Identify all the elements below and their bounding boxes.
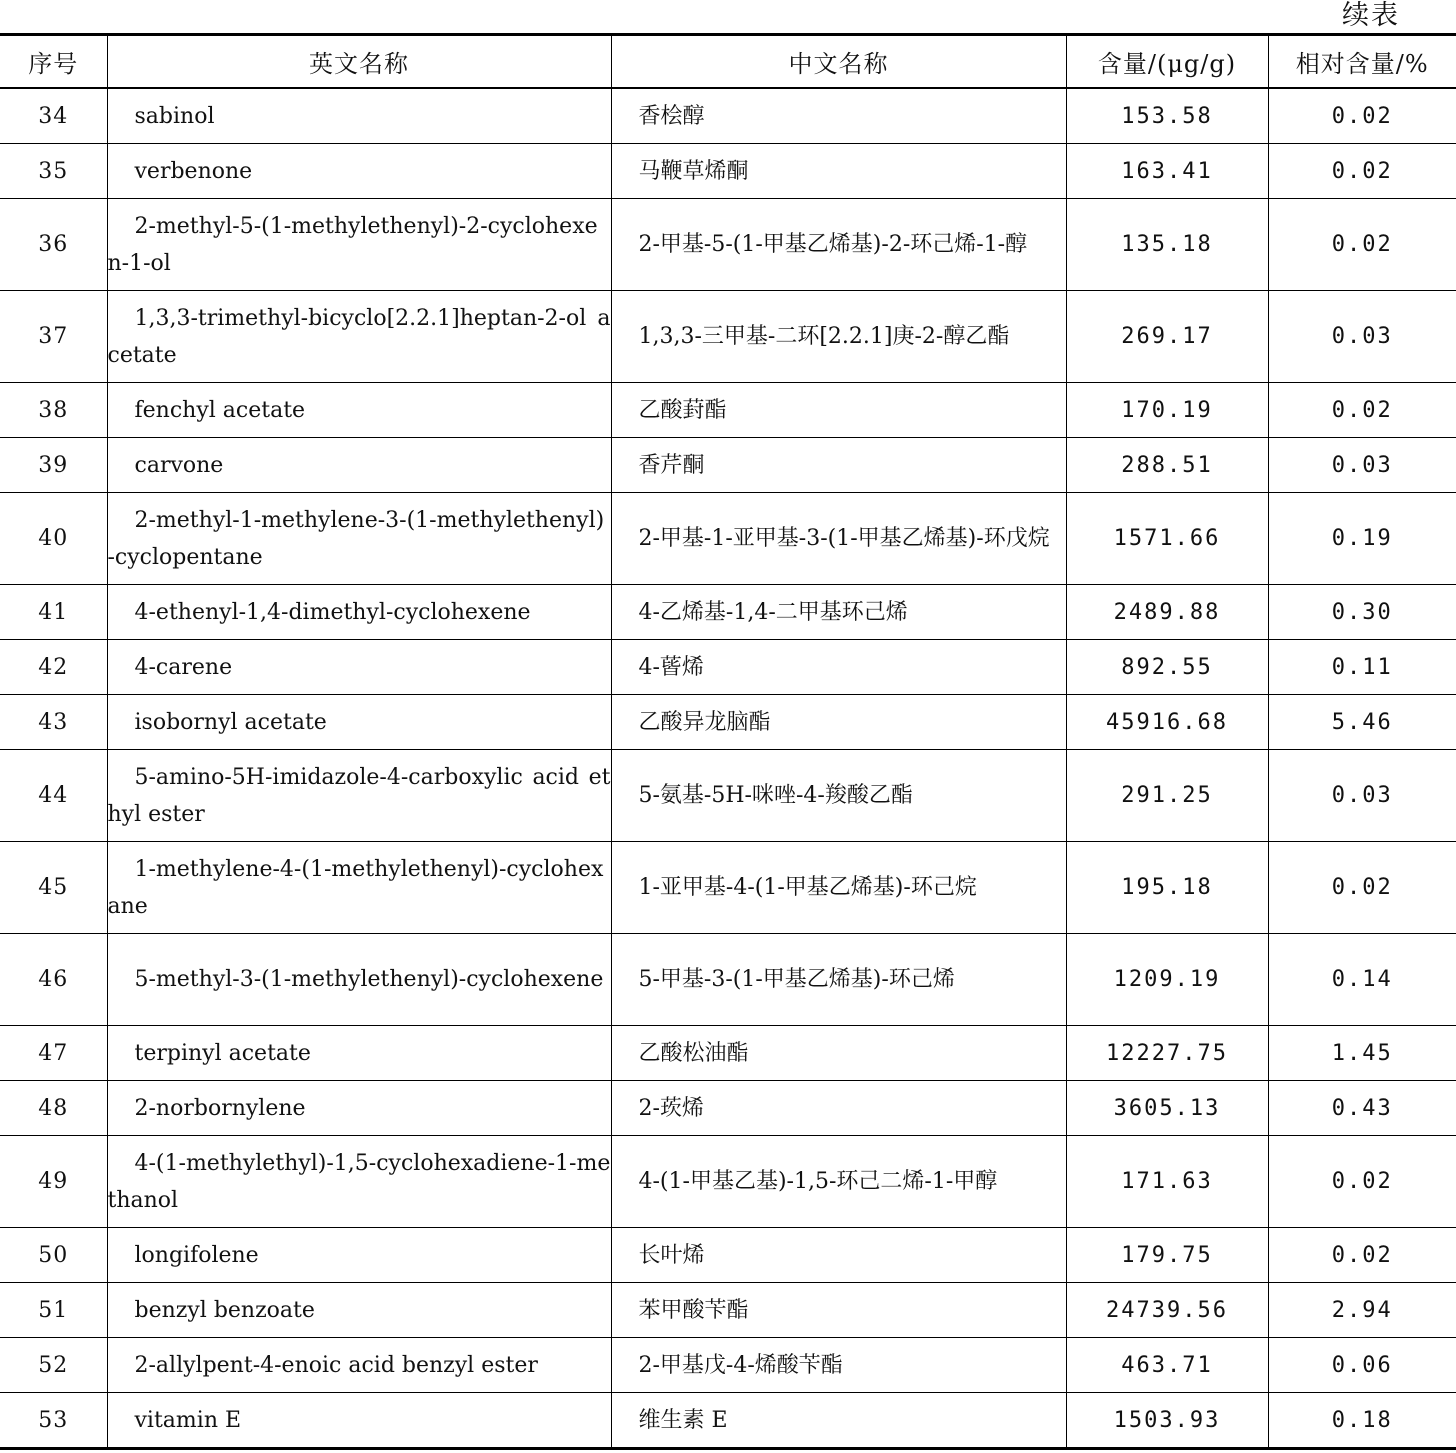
cell-relative-content: 0.03 <box>1268 438 1456 493</box>
table-row <box>0 750 1456 842</box>
cell-chinese-name: 马鞭草烯酮 <box>611 144 1066 199</box>
cell-relative-content: 0.11 <box>1268 640 1456 695</box>
cell-english-name: sabinol <box>107 88 611 144</box>
cell-chinese-name: 维生素 E <box>611 1393 1066 1449</box>
cell-chinese-name: 4-乙烯基-1,4-二甲基环己烯 <box>611 585 1066 640</box>
cell-english-name: 4-(1-methylethyl)-1,5-cyclohexadiene-1-methanol <box>107 1136 611 1228</box>
table-row <box>0 842 1456 934</box>
table-row <box>0 1393 1456 1449</box>
cell-content: 291.25 <box>1066 750 1268 842</box>
table-row <box>0 1283 1456 1338</box>
cell-no: 51 <box>0 1283 107 1338</box>
cell-relative-content: 0.03 <box>1268 750 1456 842</box>
cell-english-name: isobornyl acetate <box>107 695 611 750</box>
cell-english-name: 4-ethenyl-1,4-dimethyl-cyclohexene <box>107 585 611 640</box>
cell-no: 35 <box>0 144 107 199</box>
table-row <box>0 144 1456 199</box>
cell-no: 39 <box>0 438 107 493</box>
cell-chinese-name: 乙酸异龙脑酯 <box>611 695 1066 750</box>
cell-english-name: 5-amino-5H-imidazole-4-carboxylic acid ethyl ester <box>107 750 611 842</box>
cell-content: 179.75 <box>1066 1228 1268 1283</box>
table-row <box>0 1338 1456 1393</box>
cell-content: 3605.13 <box>1066 1081 1268 1136</box>
cell-no: 47 <box>0 1026 107 1081</box>
cell-relative-content: 0.30 <box>1268 585 1456 640</box>
cell-content: 45916.68 <box>1066 695 1268 750</box>
cell-relative-content: 0.06 <box>1268 1338 1456 1393</box>
header-relative-content: 相对含量/% <box>1268 35 1456 89</box>
cell-no: 43 <box>0 695 107 750</box>
cell-relative-content: 0.02 <box>1268 383 1456 438</box>
cell-no: 44 <box>0 750 107 842</box>
cell-content: 163.41 <box>1066 144 1268 199</box>
cell-chinese-name: 2-甲基戊-4-烯酸苄酯 <box>611 1338 1066 1393</box>
table-row <box>0 1228 1456 1283</box>
cell-relative-content: 0.03 <box>1268 291 1456 383</box>
table-row <box>0 934 1456 1026</box>
cell-chinese-name: 乙酸松油酯 <box>611 1026 1066 1081</box>
cell-content: 153.58 <box>1066 88 1268 144</box>
cell-chinese-name: 2-莰烯 <box>611 1081 1066 1136</box>
cell-chinese-name: 5-甲基-3-(1-甲基乙烯基)-环己烯 <box>611 934 1066 1026</box>
cell-content: 24739.56 <box>1066 1283 1268 1338</box>
cell-no: 45 <box>0 842 107 934</box>
cell-content: 1571.66 <box>1066 493 1268 585</box>
cell-english-name: verbenone <box>107 144 611 199</box>
cell-relative-content: 0.14 <box>1268 934 1456 1026</box>
cell-relative-content: 0.43 <box>1268 1081 1456 1136</box>
cell-chinese-name: 1,3,3-三甲基-二环[2.2.1]庚-2-醇乙酯 <box>611 291 1066 383</box>
cell-relative-content: 0.02 <box>1268 144 1456 199</box>
cell-relative-content: 0.02 <box>1268 1228 1456 1283</box>
cell-relative-content: 0.02 <box>1268 842 1456 934</box>
table-row <box>0 88 1456 144</box>
table-row <box>0 291 1456 383</box>
cell-english-name: 1,3,3-trimethyl-bicyclo[2.2.1]heptan-2-ol acetate <box>107 291 611 383</box>
cell-english-name: 2-methyl-5-(1-methylethenyl)-2-cyclohexen-1-ol <box>107 199 611 291</box>
cell-no: 49 <box>0 1136 107 1228</box>
table-header-row <box>0 35 1456 89</box>
cell-english-name: terpinyl acetate <box>107 1026 611 1081</box>
cell-english-name: 2-allylpent-4-enoic acid benzyl ester <box>107 1338 611 1393</box>
table-row <box>0 493 1456 585</box>
cell-chinese-name: 4-蒈烯 <box>611 640 1066 695</box>
cell-content: 12227.75 <box>1066 1026 1268 1081</box>
cell-content: 171.63 <box>1066 1136 1268 1228</box>
cell-chinese-name: 乙酸葑酯 <box>611 383 1066 438</box>
table-row <box>0 438 1456 493</box>
cell-content: 135.18 <box>1066 199 1268 291</box>
cell-chinese-name: 苯甲酸苄酯 <box>611 1283 1066 1338</box>
cell-content: 170.19 <box>1066 383 1268 438</box>
cell-relative-content: 1.45 <box>1268 1026 1456 1081</box>
cell-relative-content: 0.18 <box>1268 1393 1456 1449</box>
table-row <box>0 1081 1456 1136</box>
cell-chinese-name: 5-氨基-5H-咪唑-4-羧酸乙酯 <box>611 750 1066 842</box>
cell-content: 2489.88 <box>1066 585 1268 640</box>
table-continued-caption: 续表 <box>1342 0 1400 31</box>
cell-english-name: vitamin E <box>107 1393 611 1449</box>
cell-relative-content: 0.19 <box>1268 493 1456 585</box>
cell-english-name: carvone <box>107 438 611 493</box>
cell-no: 41 <box>0 585 107 640</box>
cell-no: 50 <box>0 1228 107 1283</box>
cell-no: 37 <box>0 291 107 383</box>
cell-english-name: benzyl benzoate <box>107 1283 611 1338</box>
cell-relative-content: 0.02 <box>1268 1136 1456 1228</box>
cell-content: 288.51 <box>1066 438 1268 493</box>
table-row <box>0 585 1456 640</box>
cell-chinese-name: 2-甲基-5-(1-甲基乙烯基)-2-环己烯-1-醇 <box>611 199 1066 291</box>
cell-no: 48 <box>0 1081 107 1136</box>
cell-no: 38 <box>0 383 107 438</box>
cell-english-name: longifolene <box>107 1228 611 1283</box>
table-row <box>0 1136 1456 1228</box>
cell-no: 46 <box>0 934 107 1026</box>
cell-relative-content: 0.02 <box>1268 199 1456 291</box>
cell-chinese-name: 香桧醇 <box>611 88 1066 144</box>
table-row <box>0 695 1456 750</box>
cell-english-name: 4-carene <box>107 640 611 695</box>
cell-no: 42 <box>0 640 107 695</box>
cell-content: 269.17 <box>1066 291 1268 383</box>
cell-chinese-name: 长叶烯 <box>611 1228 1066 1283</box>
header-english-name: 英文名称 <box>107 35 611 89</box>
cell-no: 36 <box>0 199 107 291</box>
cell-content: 463.71 <box>1066 1338 1268 1393</box>
header-content: 含量/(μg/g) <box>1066 35 1268 89</box>
compound-table <box>0 33 1456 1450</box>
cell-chinese-name: 香芹酮 <box>611 438 1066 493</box>
cell-content: 195.18 <box>1066 842 1268 934</box>
cell-chinese-name: 4-(1-甲基乙基)-1,5-环己二烯-1-甲醇 <box>611 1136 1066 1228</box>
cell-english-name: 2-methyl-1-methylene-3-(1-methylethenyl)-cyclopentane <box>107 493 611 585</box>
table-row <box>0 199 1456 291</box>
cell-content: 892.55 <box>1066 640 1268 695</box>
table-row <box>0 383 1456 438</box>
table-row <box>0 640 1456 695</box>
cell-chinese-name: 1-亚甲基-4-(1-甲基乙烯基)-环己烷 <box>611 842 1066 934</box>
cell-no: 34 <box>0 88 107 144</box>
header-chinese-name: 中文名称 <box>611 35 1066 89</box>
cell-relative-content: 0.02 <box>1268 88 1456 144</box>
cell-content: 1503.93 <box>1066 1393 1268 1449</box>
header-no: 序号 <box>0 35 107 89</box>
cell-no: 52 <box>0 1338 107 1393</box>
table-row <box>0 1026 1456 1081</box>
cell-chinese-name: 2-甲基-1-亚甲基-3-(1-甲基乙烯基)-环戊烷 <box>611 493 1066 585</box>
cell-english-name: 1-methylene-4-(1-methylethenyl)-cyclohexane <box>107 842 611 934</box>
cell-no: 53 <box>0 1393 107 1449</box>
cell-english-name: 5-methyl-3-(1-methylethenyl)-cyclohexene <box>107 934 611 1026</box>
cell-relative-content: 2.94 <box>1268 1283 1456 1338</box>
cell-content: 1209.19 <box>1066 934 1268 1026</box>
cell-english-name: fenchyl acetate <box>107 383 611 438</box>
cell-relative-content: 5.46 <box>1268 695 1456 750</box>
cell-english-name: 2-norbornylene <box>107 1081 611 1136</box>
cell-no: 40 <box>0 493 107 585</box>
